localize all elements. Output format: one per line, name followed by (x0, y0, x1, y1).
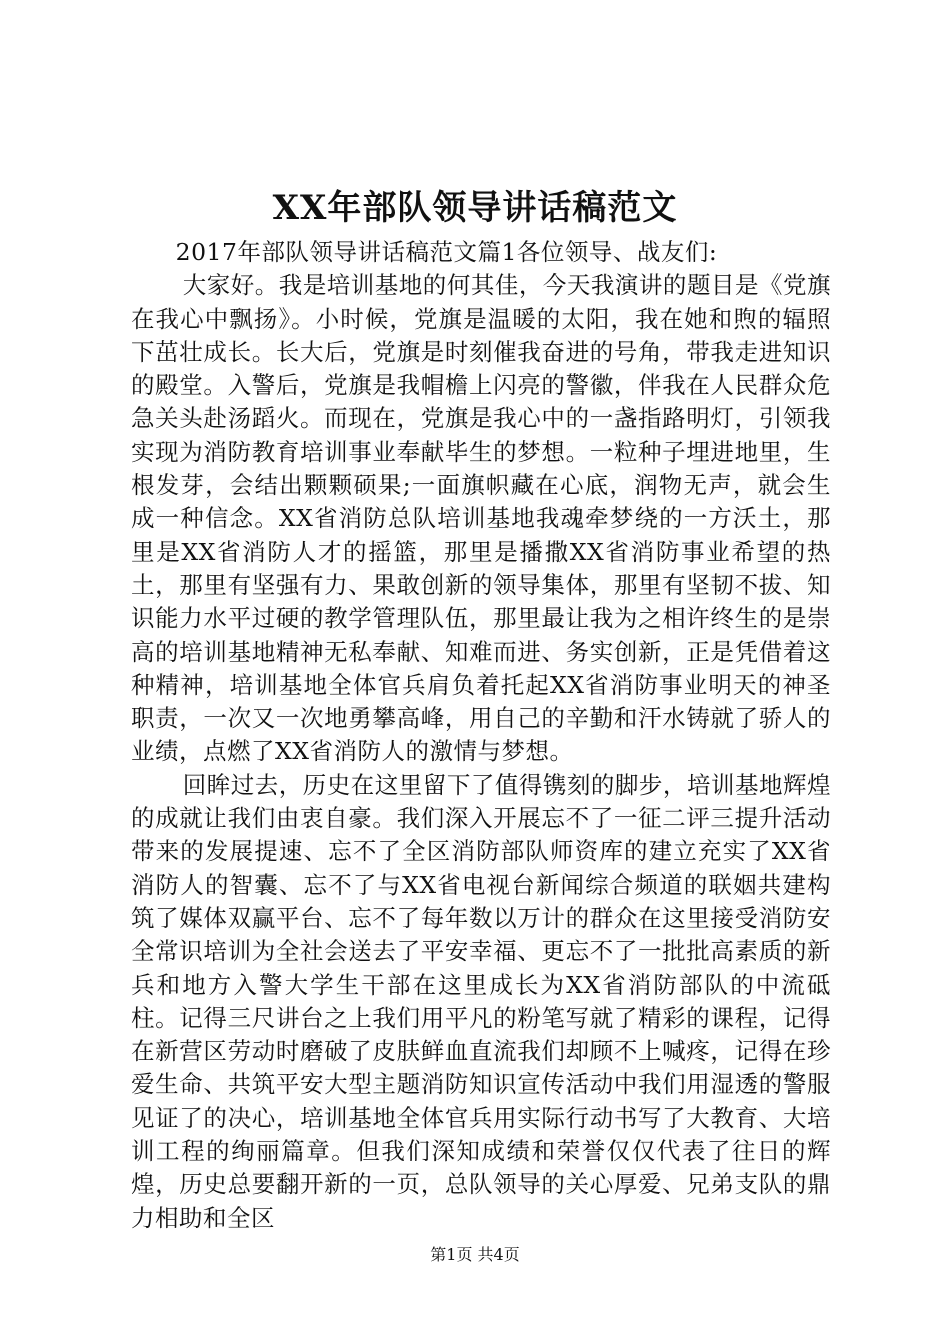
paragraph-intro: 2017年部队领导讲话稿范文篇1各位领导、战友们: (175, 238, 718, 266)
document-title: XX年部队领导讲话稿范文 (272, 188, 678, 228)
paragraph-2: 回眸过去，历史在这里留下了值得镌刻的脚步，培训基地辉煌的成就让我们由衷自豪。我们深入开展忘不了一征二评三提升活动带来的发展提速、忘不了全区消防部队师资库的建立充实了XX省消防人的智囊、忘不了与XX省电视台新闻综合频道的联姻共建构筑了媒体双赢平台、忘不了每年数以万计的群众在这里接受消防安全常识培训为全社会送去了平安幸福、更忘不了一批批高素质的新兵和地方入警大学生干部在这里成长为XX省消防部队的中流砥柱。记得三尺讲台之上我们用平凡的粉笔写就了精彩的课程，记得在新营区劳动时磨破了皮肤鲜血直流我们却顾不上喊疼，记得在珍爱生命、共筑平安大型主题消防知识宣传活动中我们用湿透的警服见证了的决心，培训基地全体官兵用实际行动书写了大教育、大培训工程的绚丽篇章。但我们深知成绩和荣誉仅仅代表了往日的辉煌，历史总要翻开新的一页，总队领导的关心厚爱、兄弟支队的鼎力相助和全区 (131, 770, 831, 1232)
paragraph-1: 大家好。我是培训基地的何其佳，今天我演讲的题目是《党旗在我心中飘扬》。小时候，党旗是温暖的太阳，我在她和煦的辐照下茁壮成长。长大后，党旗是时刻催我奋进的号角，带我走进知识的殿堂。入警后，党旗是我帽檐上闪亮的警徽，伴我在人民群众危急关头赴汤蹈火。而现在，党旗是我心中的一盏指路明灯，引领我实现为消防教育培训事业奉献毕生的梦想。一粒种子埋进地里，生根发芽，会结出颗颗硕果;一面旗帜藏在心底，润物无声，就会生成一种信念。XX省消防总队培训基地我魂牵梦绕的一方沃土，那里是XX省消防人才的摇篮，那里是播撒XX省消防事业希望的热土，那里有坚强有力、果敢创新的领导集体，那里有坚韧不拔、知识能力水平过硬的教学管理队伍，那里最让我为之相许终生的是崇高的培训基地精神无私奉献、知难而进、务实创新，正是凭借着这种精神，培训基地全体官兵肩负着托起XX省消防事业明天的神圣职责，一次又一次地勇攀高峰，用自己的辛勤和汗水铸就了骄人的业绩，点燃了XX省消防人的激情与梦想。 (131, 271, 831, 766)
document-body (131, 236, 831, 1235)
page-footer: 第1页 共4页 (430, 1245, 520, 1264)
